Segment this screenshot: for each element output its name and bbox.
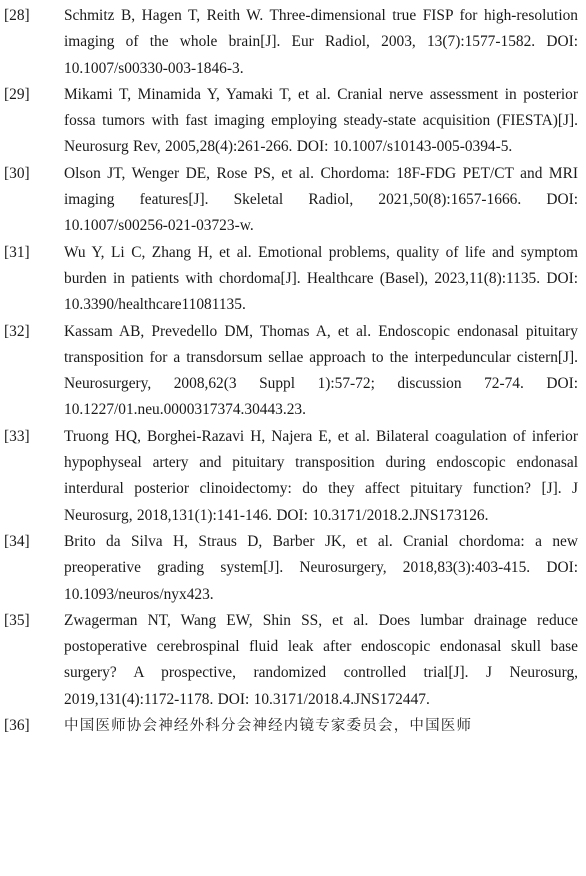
reference-35 (4, 608, 578, 713)
reference-text: Truong HQ, Borghei-Razavi H, Najera E, et al. Bilateral coagulation of inferior hypophyseal artery and pituitary transposition during endoscopic endonasal interdural posterior clinoidectomy: do they affect pituitary function? [J]. J Neurosurg, 2018,131(1):141-146. DOI: 10.3171/2018.2.JNS173126. (64, 427, 578, 524)
reference-text: 中国医师协会神经外科分会神经内镜专家委员会，中国医师 (64, 718, 473, 735)
reference-text: Kassam AB, Prevedello DM, Thomas A, et al. Endoscopic endonasal pituitary transposition for a transdorsum sellae approach to the interpeduncular cistern[J]. Neurosurgery, 2008,62(3 Suppl 1):57-72; discussion 72-74. DOI: 10.1227/01.neu.0000317374.30443.23. (64, 322, 578, 419)
reference-30 (4, 161, 578, 240)
reference-number: [36] (4, 717, 30, 735)
reference-text: Wu Y, Li C, Zhang H, et al. Emotional problems, quality of life and symptom burden in patients with chordoma[J]. Healthcare (Basel), 2023,11(8):1135. DOI: 10.3390/healthcare11081135. (64, 243, 578, 314)
reference-number: [32] (4, 322, 30, 340)
reference-text: Brito da Silva H, Straus D, Barber JK, et al. Cranial chordoma: a new preoperative grading system[J]. Neurosurgery, 2018,83(3):403-415. DOI: 10.1093/neuros/nyx423. (64, 532, 578, 603)
reference-text: Mikami T, Minamida Y, Yamaki T, et al. Cranial nerve assessment in posterior fossa tumors with fast imaging employing steady-state acquisition (FIESTA)[J]. Neurosurg Rev, 2005,28(4):261-266. DOI: 10.1007/s10143-005-0394-5. (64, 85, 578, 156)
reference-number: [31] (4, 243, 30, 261)
reference-33 (4, 424, 578, 529)
reference-text: Olson JT, Wenger DE, Rose PS, et al. Chordoma: 18F-FDG PET/CT and MRI imaging features[J]. Skeletal Radiol, 2021,50(8):1657-1666. DOI: 10.1007/s00256-021-03723-w. (64, 164, 578, 235)
reference-text: Zwagerman NT, Wang EW, Shin SS, et al. Does lumbar drainage reduce postoperative cerebrospinal fluid leak after endoscopic endonasal skull base surgery? A prospective, randomized controlled trial[J]. J Neurosurg, 2019,131(4):1172-1178. DOI: 10.3171/2018.4.JNS172447. (64, 611, 578, 708)
reference-number: [35] (4, 611, 30, 629)
reference-28 (4, 3, 578, 82)
reference-36 (4, 713, 578, 739)
reference-number: [29] (4, 85, 30, 103)
reference-number: [33] (4, 427, 30, 445)
reference-text: Schmitz B, Hagen T, Reith W. Three-dimensional true FISP for high-resolution imaging of the whole brain[J]. Eur Radiol, 2003, 13(7):1577-1582. DOI: 10.1007/s00330-003-1846-3. (64, 7, 578, 77)
reference-29 (4, 82, 578, 161)
reference-number: [30] (4, 164, 30, 182)
reference-number: [34] (4, 532, 30, 550)
reference-number: [28] (4, 7, 30, 24)
reference-31 (4, 240, 578, 319)
reference-32 (4, 319, 578, 424)
reference-34 (4, 529, 578, 608)
